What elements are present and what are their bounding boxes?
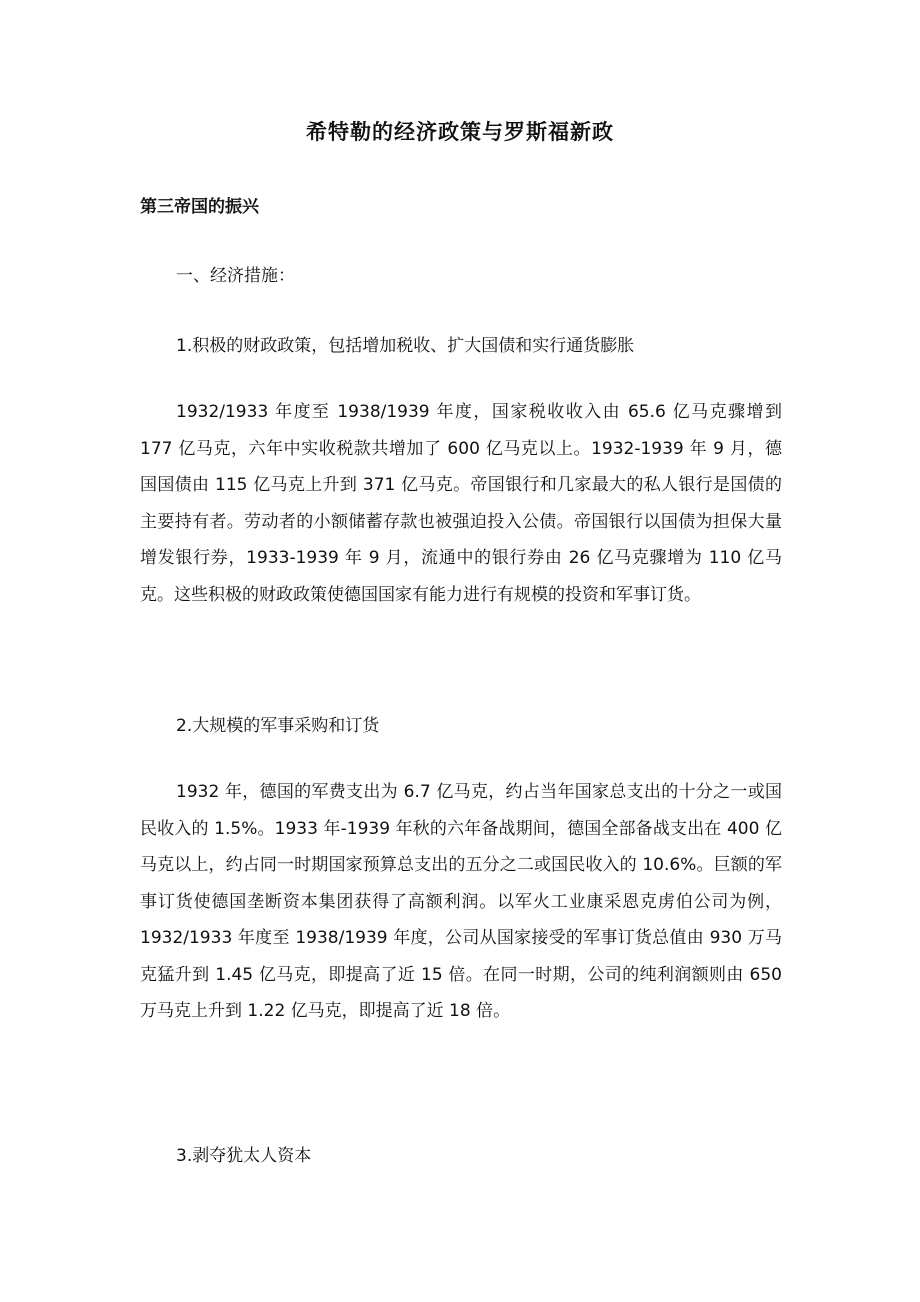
- section-heading: 第三帝国的振兴: [140, 197, 259, 217]
- item-2-heading: 2.大规模的军事采购和订货: [176, 716, 380, 736]
- item-1-heading: 1.积极的财政政策，包括增加税收、扩大国债和实行通货膨胀: [176, 336, 635, 356]
- document-title: 希特勒的经济政策与罗斯福新政: [306, 120, 614, 144]
- item-2-paragraph: 1932 年，德国的军费支出为 6.7 亿马克，约占当年国家总支出的十分之一或国民收入的 1.5%。1933 年-1939 年秋的六年备战期间，德国全部备战支出在 400 亿马克以上，约占同一时期国家预算总支出的五分之二或国民收入的 10.6%。巨额的军事订货使德国垄断资本集团获得了高额利润。以军火工业康采恩克虏伯公司为例，1932/1933 年度至 1938/1939 年度，公司从国家接受的军事订货总值由 930 万马克猛升到 1.45 亿马克，即提高了近 15 倍。在同一时期，公司的纯利润额则由 650 万马克上升到 1.22 亿马克，即提高了近 18 倍。: [140, 782, 782, 1021]
- item-1-paragraph: 1932/1933 年度至 1938/1939 年度，国家税收收入由 65.6 亿马克骤增到 177 亿马克，六年中实收税款共增加了 600 亿马克以上。1932-1939 年 9 月，德国国债由 115 亿马克上升到 371 亿马克。帝国银行和几家最大的私人银行是国债的主要持有者。劳动者的小额储蓄存款也被强迫投入公债。帝国银行以国债为担保大量增发银行券，1933-1939 年 9 月，流通中的银行券由 26 亿马克骤增为 110 亿马克。这些积极的财政政策使德国国家有能力进行有规模的投资和军事订货。: [140, 402, 782, 605]
- subsection-heading: 一、经济措施：: [176, 266, 295, 286]
- item-3-heading: 3.剥夺犹太人资本: [176, 1146, 312, 1166]
